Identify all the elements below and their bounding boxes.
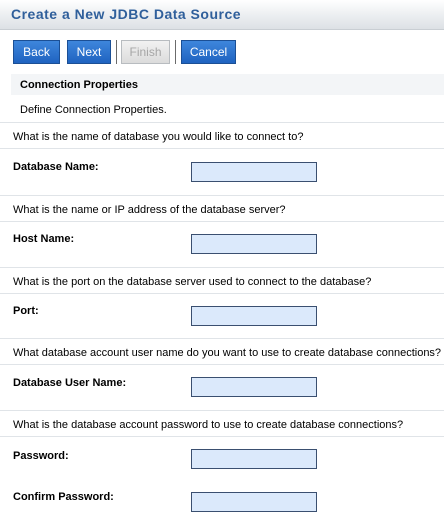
next-button[interactable]: Next [67, 40, 111, 64]
question-port: What is the port on the database server used to connect to the database? [13, 276, 372, 288]
wizard-toolbar [0, 30, 444, 68]
divider [0, 122, 444, 123]
password-label: Password: [13, 450, 69, 462]
password-input[interactable] [191, 449, 317, 469]
section-heading [11, 74, 444, 95]
confirm-password-label: Confirm Password: [13, 491, 114, 503]
database-user-name-label: Database User Name: [13, 377, 127, 389]
port-label: Port: [13, 305, 39, 317]
port-input[interactable] [191, 306, 317, 326]
question-host-name: What is the name or IP address of the database server? [13, 204, 286, 216]
confirm-password-input[interactable] [191, 492, 317, 512]
host-name-label: Host Name: [13, 233, 75, 245]
toolbar-separator [175, 40, 176, 64]
divider [0, 436, 444, 437]
divider [0, 410, 444, 411]
divider [0, 221, 444, 222]
host-name-input[interactable] [191, 234, 317, 254]
page-title: Create a New JDBC Data Source [11, 6, 242, 22]
question-database-name: What is the name of database you would like to connect to? [13, 131, 304, 143]
back-button[interactable]: Back [13, 40, 60, 64]
cancel-button[interactable]: Cancel [181, 40, 236, 64]
finish-button[interactable]: Finish [121, 40, 170, 64]
database-name-label: Database Name: [13, 161, 99, 173]
title-bar [0, 0, 444, 30]
database-user-name-input[interactable] [191, 377, 317, 397]
question-user-name: What database account user name do you want to use to create database connections? [13, 347, 442, 359]
divider [0, 267, 444, 268]
toolbar-separator [116, 40, 117, 64]
divider [0, 293, 444, 294]
section-description: Define Connection Properties. [20, 104, 167, 116]
section-heading-text: Connection Properties [20, 79, 138, 91]
divider [0, 195, 444, 196]
divider [0, 364, 444, 365]
divider [0, 148, 444, 149]
divider [0, 338, 444, 339]
question-password: What is the database account password to use to create database connections? [13, 419, 404, 431]
database-name-input[interactable] [191, 162, 317, 182]
